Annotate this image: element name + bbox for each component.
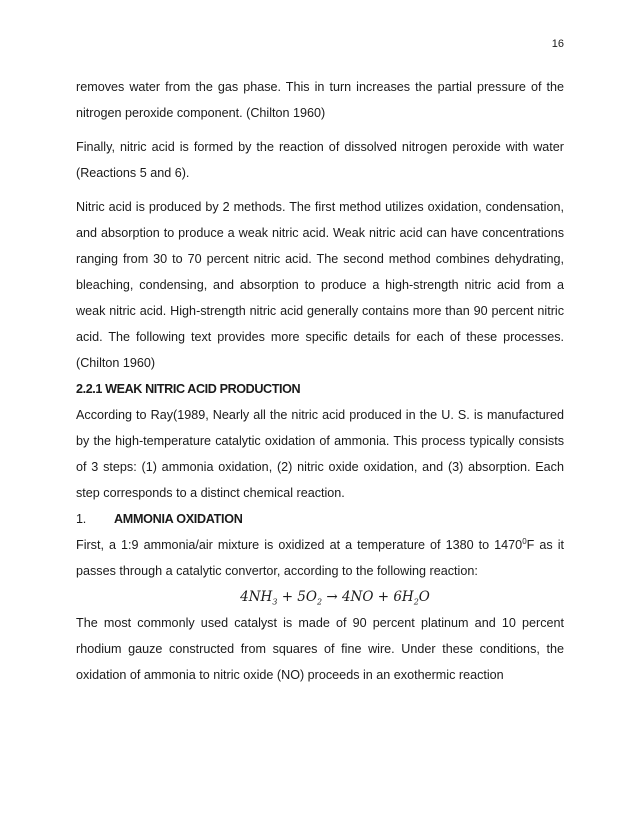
eq-subscript-2b: 2 — [413, 597, 419, 607]
section-heading: 2.2.1 WEAK NITRIC ACID PRODUCTION — [76, 382, 301, 396]
degree-superscript: 0 — [522, 536, 527, 546]
paragraph-ray-1989: According to Ray(1989, Nearly all the nitric acid produced in the U. S. is manufactured by the high-temperature catalytic oxidation of ammonia. This process typically consists of 3 steps: (1) ammonia oxidation, (2) nitric oxide oxidation, and (3) absorption. Each step corresponds to a distinct chemical reaction. — [76, 408, 564, 500]
paragraph-partial-pressure: removes water from the gas phase. This in turn increases the partial pressure of the nitrogen peroxide component. (Chilton 1960) — [76, 80, 564, 120]
page-number: 16 — [551, 38, 564, 50]
step-title: AMMONIA OXIDATION — [114, 512, 243, 526]
step-number: 1. — [76, 512, 86, 526]
eq-subscript-2a: 2 — [316, 597, 323, 607]
paragraph-catalyst: The most commonly used catalyst is made of 90 percent platinum and 10 percent rhodium gauze constructed from squares of fine wire. Under these conditions, the oxidation of ammonia to nitric oxide (NO) proceeds in an exothermic reaction — [76, 616, 564, 682]
eq-nitric-oxide: NO — [350, 589, 374, 605]
eq-oxygen: O — [305, 589, 317, 605]
paragraph-production-methods: Nitric acid is produced by 2 methods. The first method utilizes oxidation, condensation, and absorption to produce a weak nitric acid. Weak nitric acid can have concentrations ranging from 30 to 70 percent nitric acid. The second method combines dehydrating, bleaching, condensing, and absorption to produce a high-strength nitric acid from a weak nitric acid. High-strength nitric acid generally contains more than 90 percent nitric acid. The following text provides more specific details for each of these processes. (Chilton 1960) — [76, 200, 564, 370]
page-body — [76, 74, 564, 688]
eq-plus-coefficient-2: + 5 — [277, 589, 306, 605]
mixture-text-end: F as it passes through a catalytic convertor, according to the following reaction: — [76, 538, 564, 578]
eq-hydrogen: H — [401, 589, 414, 605]
step-heading — [76, 506, 564, 532]
eq-subscript-3: 3 — [272, 597, 278, 607]
eq-arrow-coefficient-3: → 4 — [322, 589, 351, 605]
reaction-equation — [76, 584, 564, 610]
eq-ammonia: NH — [248, 589, 273, 605]
paragraph-ammonia-mixture — [76, 532, 564, 584]
eq-coefficient-1: 4 — [240, 589, 249, 605]
eq-plus-coefficient-4: + 6 — [373, 589, 402, 605]
mixture-text-start: First, a 1:9 ammonia/air mixture is oxidized at a temperature of 1380 to 1470 — [76, 538, 523, 552]
paragraph-nitric-acid-formation: Finally, nitric acid is formed by the reaction of dissolved nitrogen peroxide with water (Reactions 5 and 6). — [76, 140, 564, 180]
eq-water-oxygen: O — [418, 589, 430, 605]
